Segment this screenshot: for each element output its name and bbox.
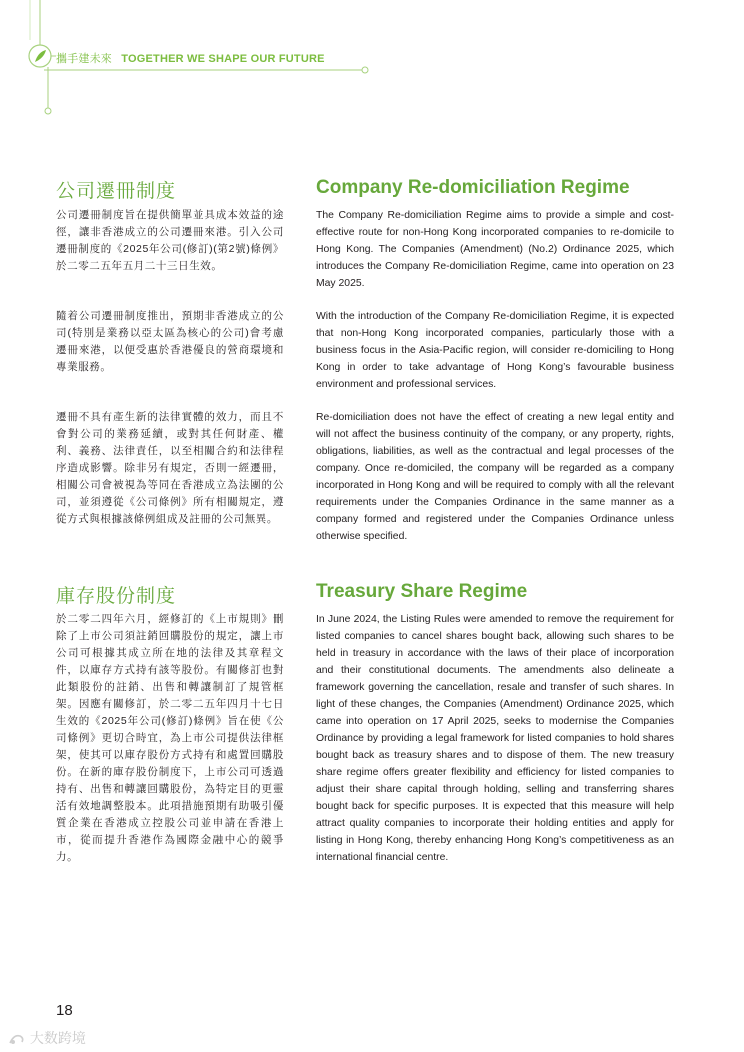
heading-redomiciliation-zh: 公司遷冊制度	[56, 181, 177, 202]
watermark-logo-icon	[8, 1032, 26, 1046]
watermark-text: 大数跨境	[29, 1030, 86, 1046]
heading-treasury-zh: 庫存股份制度	[56, 586, 177, 607]
redomiciliation-en-para-1: The Company Re-domiciliation Regime aims to provide a simple and cost-effective route for non-Hong Kong incorporated companies to re-domicile to Hong Kong. The Companies (Amendment) (No.2) Ordinance 2025, which introduces the Company Re-domiciliation Regime, came into operation on 23 May 2025.	[316, 210, 674, 289]
redomiciliation-zh-para-3: 遷冊不具有產生新的法律實體的效力，而且不會對公司的業務延續，或對其任何財產、權利、義務、法律責任，以至相關合約和法律程序造成影響。除非另有規定，否則一經遷冊，相關公司會被視為等同在香港成立為法團的公司，並須遵從《公司條例》所有相關規定，遵從方式與根據該條例組成及註冊的公司無異。	[56, 411, 284, 525]
heading-redomiciliation-en: Company Re-domiciliation Regime	[316, 177, 630, 198]
tagline-zh: 攜手建未來	[56, 53, 112, 65]
watermark	[8, 1028, 86, 1048]
page-number: 18	[56, 1002, 73, 1019]
redomiciliation-zh-para-1: 公司遷冊制度旨在提供簡單並具成本效益的途徑，讓非香港成立的公司遷冊來港。引入公司遷冊制度的《2025年公司(修訂)(第2號)條例》於二零二五年五月二十三日生效。	[56, 209, 284, 272]
redomiciliation-en-para-2: With the introduction of the Company Re-domiciliation Regime, it is expected that non-Hong Kong incorporated companies, particularly those with a business focus in the Asia-Pacific region, will consider re-domiciling to Hong Kong in order to take advantage of Hong Kong’s favourable business environment and professional services.	[316, 311, 674, 390]
redomiciliation-zh-para-2: 隨着公司遷冊制度推出，預期非香港成立的公司(特別是業務以亞太區為核心的公司)會考慮遷冊來港，以便受惠於香港優良的營商環境和專業服務。	[56, 310, 284, 373]
heading-treasury-en: Treasury Share Regime	[316, 581, 528, 602]
tagline-en: TOGETHER WE SHAPE OUR FUTURE	[121, 53, 325, 65]
redomiciliation-en-para-3: Re-domiciliation does not have the effect of creating a new legal entity and will not affect the business continuity of the company, or any property, rights, obligations, liabilities, as well as the contractual and legal processes of the company. Once re-domiciled, the company will be regarded as a company incorporated in Hong Kong and will be required to comply with all the relevant requirements under the Companies Ordinance in the same manner as a company formed and registered under the Companies Ordinance unless otherwise specified.	[316, 412, 674, 542]
header-tagline	[56, 50, 325, 66]
treasury-en-para: In June 2024, the Listing Rules were amended to remove the requirement for listed companies to cancel shares bought back, allowing such shares to be held in treasury in accordance with the laws of their place of incorporation and their constitutional documents. The amendments also delineate a framework governing the cancellation, resale and transfer of such shares. In light of these changes, the Companies (Amendment) Ordinance 2025, which came into operation on 17 April 2025, seeks to modernise the Companies Ordinance by providing a legal framework for listed companies to hold shares bought back as treasury shares and to dispose of them. The new treasury share regime offers greater flexibility and efficiency for listed companies to adjust their share capital through holding, selling and transferring shares bought back for specific purposes. It is expected that this measure will help attract quality companies to incorporate their holding entities and apply for listing in Hong Kong, thereby enhancing Hong Kong’s competitiveness as an international financial centre.	[316, 614, 674, 863]
treasury-zh-para: 於二零二四年六月，經修訂的《上市規則》刪除了上市公司須註銷回購股份的規定，讓上市公司可根據其成立所在地的法律及其章程文件，以庫存方式持有該等股份。有關修訂也對此類股份的註銷、出售和轉讓制訂了規管框架。因應有關修訂，於二零二五年四月十七日生效的《2025年公司(修訂)條例》旨在使《公司條例》更切合時宜，為上市公司提供法律框架，使其可以庫存股份方式持有和處置回購股份。在新的庫存股份制度下，上市公司可透過持有、出售和轉讓回購股份，為特定目的更靈活有效地調整股本。此項措施預期有助吸引優質企業在香港成立控股公司並申請在香港上市，從而提升香港作為國際金融中心的競爭力。	[56, 613, 284, 863]
